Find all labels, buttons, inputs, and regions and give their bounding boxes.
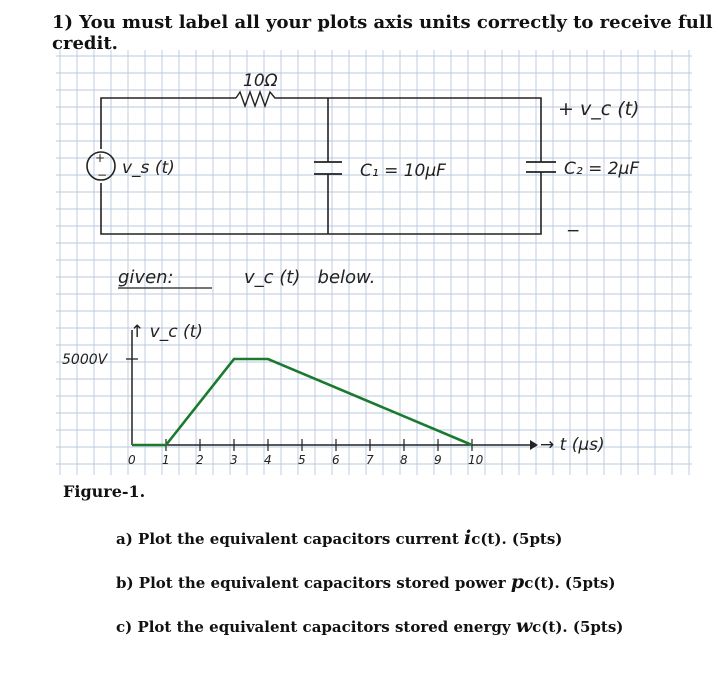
x-tick-label: 3 — [230, 453, 238, 467]
x-tick-label: 9 — [434, 453, 442, 467]
question-a-text: a) Plot the equivalent capacitors current — [116, 530, 464, 548]
x-tick-label: 1 — [162, 453, 170, 467]
x-tick-label: 0 — [128, 453, 136, 467]
question-b-suffix: c(t). (5pts) — [524, 574, 616, 592]
question-c-suffix: c(t). (5pts) — [532, 618, 624, 636]
vc-label-top: + v_c (t) — [558, 98, 640, 120]
y-axis-label: ↑ v_c (t) — [130, 322, 203, 342]
x-tick-label: 6 — [332, 453, 340, 467]
vc-series-line — [132, 359, 472, 445]
resistor-symbol — [236, 92, 277, 106]
x-axis-label: → t (μs) — [540, 435, 605, 455]
figure-caption: Figure-1. — [63, 482, 146, 501]
x-axis-arrowhead — [530, 440, 538, 450]
c2-label: C₂ = 2μF — [564, 159, 640, 179]
question-a-symbol: i — [463, 527, 472, 549]
resistor-label: 10Ω — [243, 71, 278, 91]
vc-minus-label: − — [566, 221, 581, 241]
question-a-suffix: c(t). (5pts) — [471, 530, 563, 548]
question-b-symbol: p — [510, 571, 525, 593]
question-c-symbol: w — [515, 615, 533, 637]
question-b-text: b) Plot the equivalent capacitors stored power — [116, 574, 511, 592]
source-minus-sign: − — [97, 168, 108, 182]
question-c — [116, 615, 623, 637]
y-tick-label: 5000V — [62, 352, 108, 368]
x-tick-label: 5 — [298, 453, 306, 467]
question-b — [116, 571, 615, 593]
x-tick-label: 2 — [196, 453, 204, 467]
figure-sketch — [56, 50, 696, 475]
source-label: v_s (t) — [122, 158, 175, 178]
question-a — [116, 527, 562, 549]
problem-heading: 1) You must label all your plots axis units correctly to receive full credit. — [52, 12, 713, 54]
given-label: given: — [118, 267, 174, 288]
x-tick-label: 10 — [468, 453, 484, 467]
question-c-text: c) Plot the equivalent capacitors stored energy — [116, 618, 516, 636]
x-tick-label: 4 — [264, 453, 272, 467]
top-wire — [277, 98, 541, 148]
source-plus-sign: + — [95, 151, 106, 165]
vc-plot — [62, 322, 605, 467]
given-rest: v_c (t) below. — [244, 267, 376, 288]
c1-label: C₁ = 10μF — [360, 161, 446, 181]
x-tick-label: 8 — [400, 453, 408, 467]
x-ticks — [128, 439, 484, 467]
x-tick-label: 7 — [366, 453, 374, 467]
